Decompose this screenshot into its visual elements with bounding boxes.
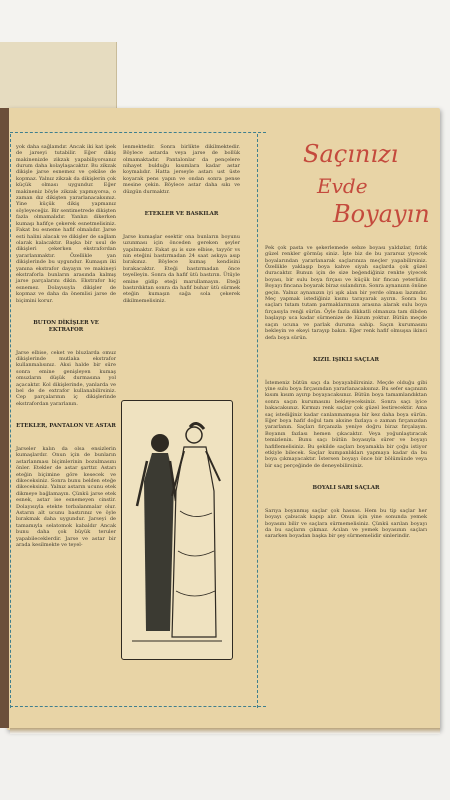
paragraph: Jarseler kalın da olsa ensizlerin kumaşlardır. Onun için de bunların astarlanması biçimlerinin bozulmasını önler. Etekler de astar şarttır. Astarı eteğin biçimine göre kesecek ve dikeceksiniz. Sonra bunu belden eteğe dikeceksiniz. Yalnız astarın ucunu etek dikmeye bağlamayın. Çünkü jarse etek esnek, astar ise esnemeyen cinstir. Dolayısıyla etekte torbalanmalar olur. Astarın alt ucunu bastırınız ve öyle bırakmak daha uygundur. Jarseyi de tamamıyla selatomok kabaldır Ancak bunu daha çok büyük teruler yapabileceklerdir. Jarse ve astar bir arada kesilmekte ve teyel-: [16, 445, 118, 548]
previous-page-text: [4, 45, 112, 51]
paragraph: İstemeniz bütün saçı da boyayabilirsiniz. Meçde olduğu gibi yine sulu boya fırçasından yararlanacaksınız. Bu sefer saçınızın kısım kısım ayırıp boyayacaksınız. Bütün boya tamamlandıktan sonra saçın kurumasını bekleyeceksiniz. Sonra saçı iyice bakacaksınız. Kırmızı renk saçlar çok güzel lestirecektir. Ama saç istediğiniz kadar canlanmamışsa bir kez daha boya sürün. Eğer boya hafif doğul tam aksine fazlaya o zaman fırçanızdan yararlanın. Saçları fırçanızla yeniye doğru biraz fırçalayın. Boyanın fazlası hemen çıkacaktır. Veya yoğunlaştıracak temizlenin. Bunu saçı bütün boyasıyla sürer ve boyayı hafiflemelisiniz. Bu şekilde saçları boyamakla bir çoğu istiyor etkiyle bilecek. Saçlar kumpanlıkları yapmaya kadar da bu boya çıkmayacaktır. İstersen boyayı önce bir bölümünde veya bir saç perçeğinde de deneyebilirsiniz.: [265, 379, 429, 469]
title-line-1: Saçınızı: [303, 140, 399, 168]
title-line-2: Evde: [317, 174, 368, 198]
section-heading: BUTON DİKİŞLER VE EKTRAFOR: [33, 319, 101, 333]
frame-border-right: [257, 134, 262, 708]
section-heading: KIZIL IŞIKLI SAÇLAR: [313, 356, 379, 363]
article-column-middle: [123, 131, 240, 317]
fashion-models-illustration-icon: [121, 400, 233, 660]
page-spine-shadow: [0, 108, 9, 728]
title-line-3: Boyayın: [333, 200, 430, 228]
frame-border-left: [10, 134, 15, 708]
article-title: [273, 140, 433, 230]
section-heading: ETEKLER VE BASKILAR: [144, 210, 219, 217]
paragraph: Sarıya boyanmış saçlar çok hassas. Hem bu tip saçlar her boyayı çabucak kapıp alır. Onun için yine sonunda yemek boyasını bilir ve saçlara sürmemelisiniz. Çünkü sarılan boyayı da bu saçların çıkmaz. Acılan ve yemek boyasının saçları sararken boyadan başka bir şey sürmemelidir sinlerindir.: [265, 507, 429, 540]
paragraph: yok daha sağlamdır. Ancak iki kat ipek de jarseyi tutabilir. Eğer dikiş makinenizde zikzak yapabiliyorsanız durum daha kolaylaşacaktır. Bu zikzak dikişle jarse esnemez ve çekilse de kopmaz. Yalnız zikzak da dikişlerin çok küçük olması uygundur. Eğer makineniz böyle zikzak yapmıyorsa, o zaman dız dikişten yararlanacaksınız. Yine küçük dikiş yapmanız söyleyeceğiz. Bir sentimetrede dikişten fazla olmamalıdır. Yanlızı dikerken kumaşı hafifçe çekerek esnetmelisiniz. Fakat bu esneme hafif olmalıdır. Jarse esti halini alacak ve dikişler de sağlam olarak kalacaktır. Başka bir usul de dikişleri çekerken ekstrafordan yararlanmaktır. Özellikle yan dikişlerinde bu uygundur. Kumaşın iki yanına ekstrafor dayayın ve makineyi ekstraforla bunların arasında kalmış jarse parçalarını dikin. Ekstrafor hiç esnemez. Dolayısıyla dikişler de kopmaz ve daha da önemlisi jarse de biçimini korur.: [16, 143, 118, 304]
page-bottom-shadow: [10, 728, 440, 734]
paragraph: Jarse elbise, ceket ve bluzlarda omuz dikişlerinde mutlaka ekstrafor kullanmalısınız. Aksi halde bir süre sonra emine genişleyen kumaş omuzların düşük durmasına yol açacaktır. Kol dikişlerinde, yanlarda ve bel de de extrafor kullanabilirsiniz. Cep parçalarının iç dikişlerinde ekstrafordan yararlanın.: [16, 349, 118, 407]
section-heading: BOYALI SARI SAÇLAR: [312, 485, 380, 492]
article-column-left: [16, 131, 116, 561]
paragraph: Pek çok pasta ve şekerlemede sebze boyası yaldızlar, fırlık güzel renkler görmüş siniz. İşte biz de bu yararsız yiyecek boyalarından yararlanarak saçlarınıza meçler yapabilirsiniz. Özellikle yaklaşıp boya kahve siyah saçlarda çok güzel duracaktır. Bunun için de size beğendiğiniz renkte yiyecek boyası, bir sulu boya fırçası ve küçük bir fincan yeterlidir. Boyayı fincana boyarak biraz sulandırın. Sonra aynanızın önüne geçin. Yalnız aynanızın iyi ışık alan bir yerde olması lazımdır. Meç yapmak istediğiniz kısmı tarayarak ayırın. Sonra bu saçları tutam tutam parmaklarınızın arasına alarak sulu boya fırçasıyla renği sürün. Öyle fazla dikkatli olmanıza tam dibden başlayıp uca kadar sürmenize de lüzum yoktur. Bütün meçde saçın ucuna ve parlak duruma sahip. Saçın kurumasını bekleyin ve ekeyi tarayıp bakın. Eğer renk hafif olmuşsa ikinci defa boya sürün.: [265, 244, 429, 341]
article-column-right: [265, 232, 427, 553]
section-heading: ETEKLER, PANTALON VE ASTAR: [16, 423, 116, 430]
frame-border-bottom: [10, 706, 266, 711]
paragraph: Jarse kumaşlar esektir ona bunların boyunu uzunması için önceden gereken şeyler yapılmaktır. Fakat şu is sıze elbise, tayyör vs nin eteğini bastırmadan 24 saat askıya asıp bırakınız. Böylece kumaş kendisini bırakacaktır. Eteği bastırmadan önce teyelleyin. Sonra da hafif ütü bastırın. Ütüyle emine gidip eteği marullamayın. Eteği bastırdıktan sonra da hafif buhar ütü sürmek eteğin kumaşın sağa sola çekerek dikilmemelisiniz.: [123, 233, 242, 304]
paragraph: lenmektedir. Sonra birlikte dikilmektedir. Böylece astarda veya jarse de bollük olmamaktadır. Pantalonlar da pençelere nihayet bulduğu kısımlara kadar astar koymalıdır. Hatta jerseyle astarı ust üste koyarak pens yapın ve ondan sonra pense mesine çekin. Böylece astar daha sıkı ve düzgün durmaktır.: [123, 143, 242, 195]
magazine-page: [7, 108, 440, 730]
